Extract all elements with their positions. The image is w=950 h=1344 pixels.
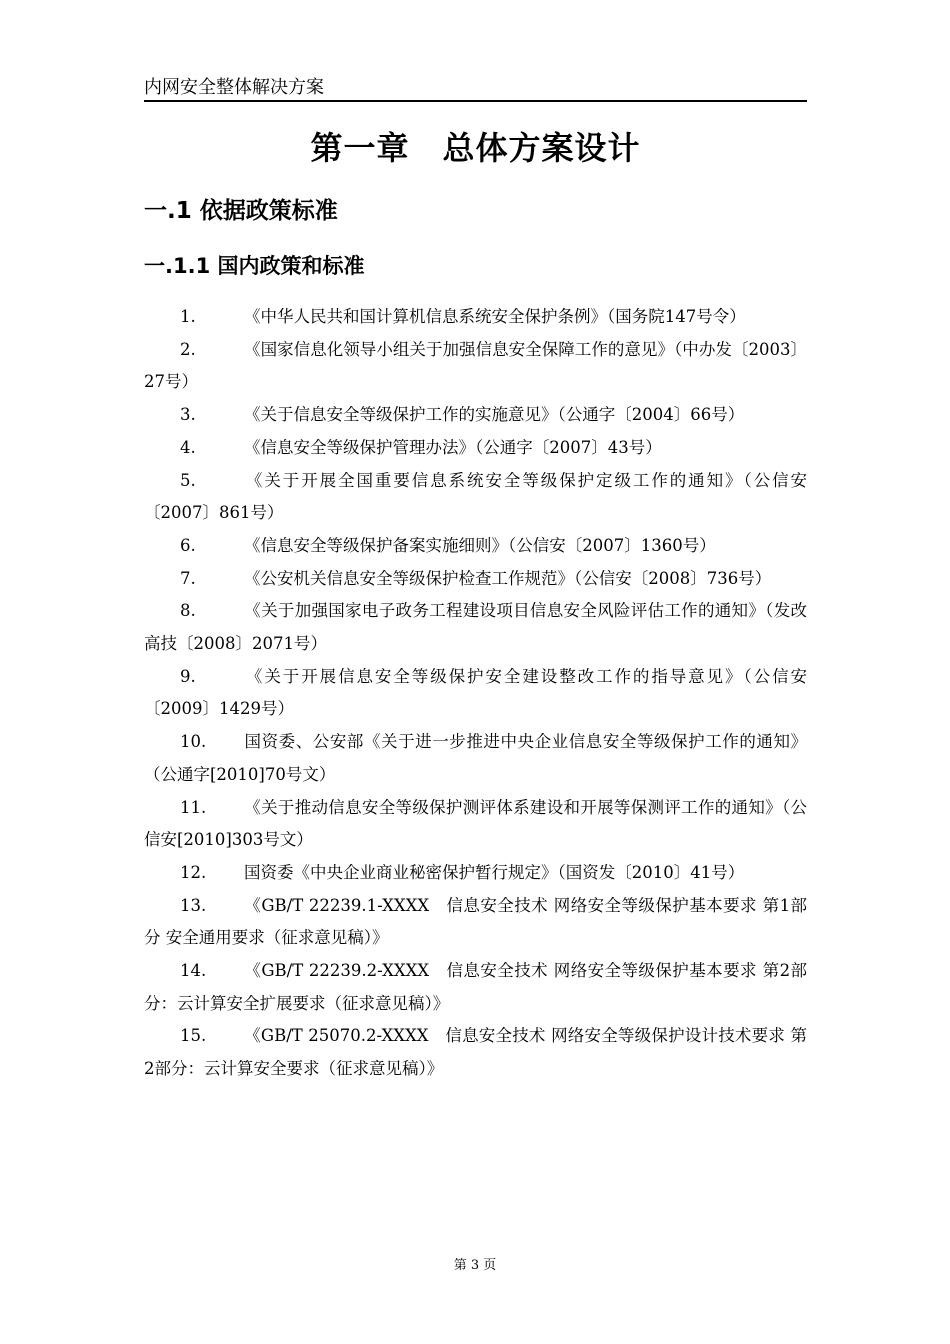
item-number: 12. xyxy=(180,862,207,882)
section-heading: 一.1 依据政策标准 xyxy=(144,198,338,224)
running-header: 内网安全整体解决方案 xyxy=(144,76,807,102)
item-number: 7. xyxy=(180,568,196,588)
item-text: 《关于开展全国重要信息系统安全等级保护定级工作的通知》（公信安〔2007〕861号） xyxy=(144,470,807,523)
subsection-heading: 一.1.1 国内政策和标准 xyxy=(144,254,365,278)
item-text: 《关于推动信息安全等级保护测评体系建设和开展等保测评工作的通知》（公信安[2010]303号文） xyxy=(144,797,807,850)
item-number: 13. xyxy=(180,895,207,915)
list-item xyxy=(144,661,807,726)
list-item xyxy=(144,890,807,955)
page-number: 第 3 页 xyxy=(453,1258,497,1273)
item-text: 《信息安全等级保护备案实施细则》（公信安〔2007〕1360号） xyxy=(244,535,716,555)
item-number: 4. xyxy=(180,437,196,457)
list-item xyxy=(144,595,807,660)
list-item xyxy=(144,530,807,563)
item-number: 6. xyxy=(180,535,196,555)
item-number: 15. xyxy=(180,1026,207,1046)
list-item xyxy=(144,857,807,890)
list-item xyxy=(144,726,807,791)
item-number: 3. xyxy=(180,405,196,425)
list-item xyxy=(144,399,807,432)
list-item xyxy=(144,465,807,530)
list-item xyxy=(144,334,807,399)
item-text: 《GB/T 22239.1-XXXX 信息安全技术 网络安全等级保护基本要求 第1部分 安全通用要求（征求意见稿）》 xyxy=(144,895,807,948)
item-text: 国资委、公安部《关于进一步推进中央企业信息安全等级保护工作的通知》（公通字[2010]70号文） xyxy=(144,732,807,784)
item-text: 《信息安全等级保护管理办法》（公通字〔2007〕43号） xyxy=(244,437,662,457)
item-number: 9. xyxy=(180,666,196,686)
item-text: 《GB/T 22239.2-XXXX 信息安全技术 网络安全等级保护基本要求 第2部分：云计算安全扩展要求（征求意见稿）》 xyxy=(144,961,807,1013)
item-text: 《关于开展信息安全等级保护安全建设整改工作的指导意见》（公信安〔2009〕1429号） xyxy=(144,666,807,719)
item-text: 《中华人民共和国计算机信息系统安全保护条例》（国务院147号令） xyxy=(244,307,746,326)
list-item xyxy=(144,1020,807,1085)
item-number: 8. xyxy=(180,601,196,621)
item-number: 14. xyxy=(180,961,207,981)
item-number: 2. xyxy=(180,339,196,359)
item-number: 10. xyxy=(180,732,207,752)
item-text: 《关于加强国家电子政务工程建设项目信息安全风险评估工作的通知》（发改高技〔2008〕2071号） xyxy=(144,601,807,654)
item-text: 《关于信息安全等级保护工作的实施意见》（公通字〔2004〕66号） xyxy=(244,405,745,425)
list-item xyxy=(144,301,807,334)
list-item xyxy=(144,432,807,465)
chapter-title: 第一章 总体方案设计 xyxy=(310,129,641,167)
item-text: 《GB/T 25070.2-XXXX 信息安全技术 网络安全等级保护设计技术要求 第2部分：云计算安全要求（征求意见稿）》 xyxy=(144,1026,807,1079)
item-text: 《国家信息化领导小组关于加强信息安全保障工作的意见》（中办发〔2003〕27号） xyxy=(144,339,807,392)
item-number: 1. xyxy=(180,307,196,326)
policy-list xyxy=(144,301,807,1086)
item-number: 11. xyxy=(180,797,207,817)
item-text: 《公安机关信息安全等级保护检查工作规范》（公信安〔2008〕736号） xyxy=(244,568,772,588)
item-number: 5. xyxy=(180,470,196,490)
list-item xyxy=(144,792,807,857)
item-text: 国资委《中央企业商业秘密保护暂行规定》（国资发〔2010〕41号） xyxy=(244,862,745,882)
list-item xyxy=(144,955,807,1020)
list-item xyxy=(144,563,807,596)
